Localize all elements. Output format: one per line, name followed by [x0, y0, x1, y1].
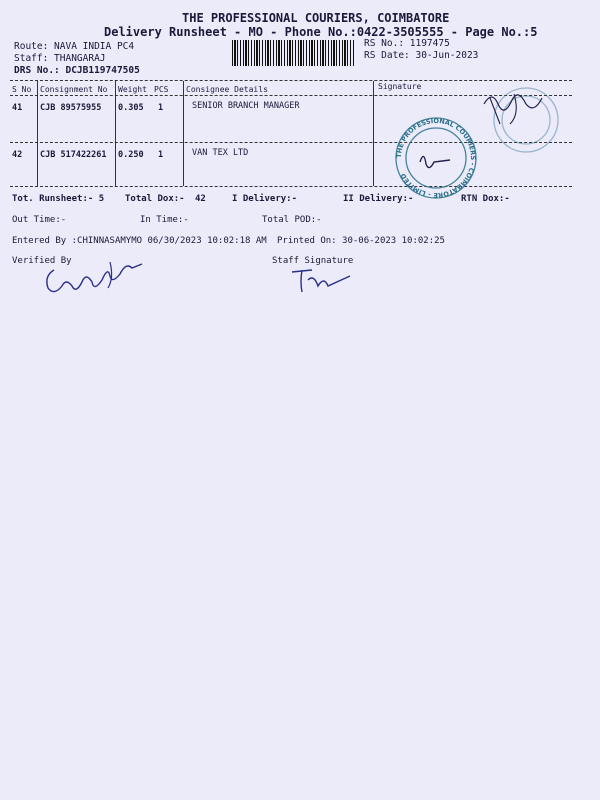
verified-by-label: Verified By — [12, 256, 72, 266]
rs-date-label: RS Date: 30-Jun-2023 — [364, 50, 479, 61]
entered-by: Entered By :CHINNASAMYMO 06/30/2023 10:02:18 AM — [12, 236, 267, 246]
col-header-pcs: PCS — [154, 85, 169, 94]
in-time: In Time:- — [140, 215, 189, 225]
out-time: Out Time:- — [12, 215, 67, 225]
row1-consignee: SENIOR BRANCH MANAGER — [192, 101, 300, 111]
col-header-weight: Weight — [118, 85, 147, 94]
col-divider — [183, 81, 184, 186]
row1-sno: 41 — [12, 103, 23, 113]
row1-pcs: 1 — [158, 103, 164, 113]
ii-delivery: II Delivery:- — [343, 194, 414, 204]
col-header-consignee: Consignee Details — [186, 85, 268, 94]
col-header-sno: S No — [12, 85, 32, 94]
staff-label: Staff: THANGARAJ — [14, 53, 106, 64]
barcode — [232, 40, 354, 66]
rtn-dox: RTN Dox:- — [461, 194, 510, 204]
row2-consignment: CJB 517422261 — [40, 150, 107, 160]
company-title: THE PROFESSIONAL COURIERS, COIMBATORE — [182, 11, 450, 25]
runsheet-title: Delivery Runsheet - MO - Phone No.:0422-3505555 - Page No.:5 — [104, 25, 538, 39]
row1-consignment: CJB 89575955 — [40, 103, 102, 113]
svg-text:THE PROFESSIONAL COURIERS - CO — [395, 117, 477, 199]
col-divider — [37, 81, 38, 186]
col-header-signature: Signature — [378, 82, 422, 91]
col-header-consignment: Consignment No — [40, 85, 108, 94]
total-dox-value: 42 — [195, 194, 206, 204]
company-stamp — [384, 84, 574, 204]
row2-weight: 0.250 — [118, 150, 144, 160]
row2-pcs: 1 — [158, 150, 164, 160]
row2-sno: 42 — [12, 150, 23, 160]
col-divider — [115, 81, 116, 186]
rs-no-label: RS No.: 1197475 — [364, 38, 450, 49]
staff-signature — [286, 266, 356, 296]
col-divider — [373, 81, 374, 186]
stamp-text: THE PROFESSIONAL COURIERS - COIMBATORE - LIMITED — [394, 116, 478, 200]
drs-label: DRS No.: DCJB119747505 — [14, 65, 140, 76]
printed-on: Printed On: 30-06-2023 10:02:25 — [277, 236, 445, 246]
verified-signature — [40, 256, 150, 298]
i-delivery: I Delivery:- — [232, 194, 298, 204]
route-label: Route: NAVA INDIA PC4 — [14, 41, 135, 52]
total-dox-label: Total Dox:- — [125, 194, 185, 204]
tot-runsheet: Tot. Runsheet:- 5 — [12, 194, 105, 204]
row2-consignee: VAN TEX LTD — [192, 148, 249, 158]
staff-signature-label: Staff Signature — [272, 256, 354, 266]
total-pod: Total POD:- — [262, 215, 322, 225]
row1-weight: 0.305 — [118, 103, 144, 113]
table-top-rule — [10, 80, 572, 81]
